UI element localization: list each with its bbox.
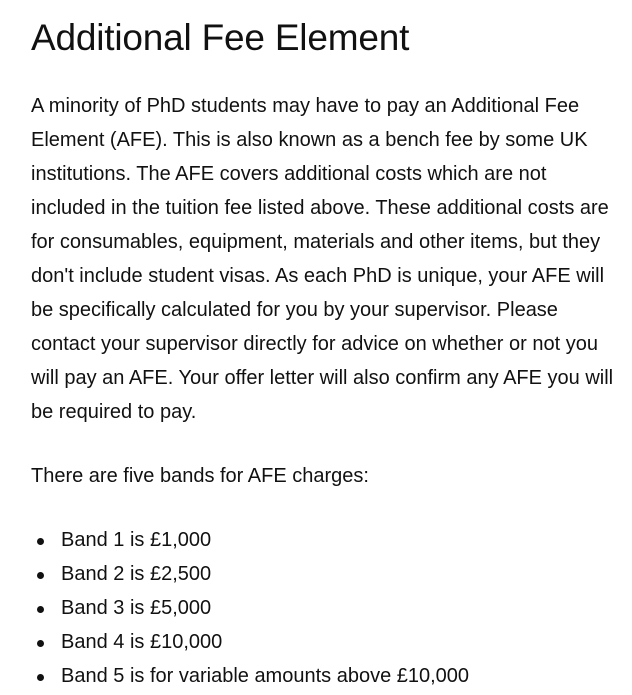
list-item: Band 2 is £2,500 [31,557,616,591]
list-item: Band 5 is for variable amounts above £10,000 [31,659,616,693]
list-item: Band 3 is £5,000 [31,591,616,625]
list-item: Band 1 is £1,000 [31,523,616,557]
list-item: Band 4 is £10,000 [31,625,616,659]
bands-intro-paragraph: There are five bands for AFE charges: [31,465,369,487]
intro-paragraph: A minority of PhD students may have to pay an Additional Fee Element (AFE). This is also known as a bench fee by some UK institutions. The AFE covers additional costs which are not included in the tuition fee listed above. These additional costs are for consumables, equipment, materials and other items, but they don't include student visas. As each PhD is unique, your AFE will be specifically calculated for you by your supervisor. Please contact your supervisor directly for advice on whether or not you will pay an AFE. Your offer letter will also confirm any AFE you will be required to pay. [31,95,614,423]
page-title: Additional Fee Element [31,17,410,58]
afe-bands-list [31,523,616,693]
